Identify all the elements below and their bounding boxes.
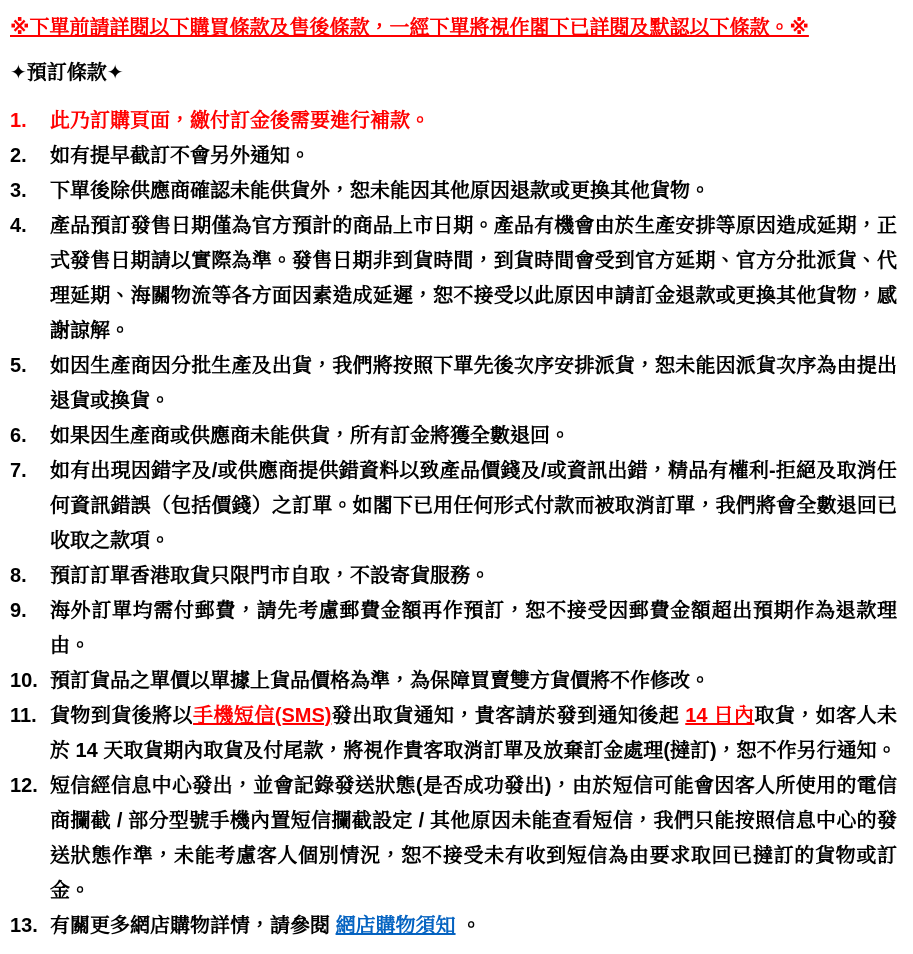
term-number: 11. — [10, 705, 37, 727]
term-text: 海外訂單均需付郵費，請先考慮郵費金額再作預訂，恕不接受因郵費金額超出預期作為退款理由。 — [50, 600, 897, 657]
term-number: 13. — [10, 915, 38, 937]
sms-notice-highlight: 手機短信(SMS) — [193, 705, 332, 727]
section-heading-preorder-terms: ✦預訂條款✦ — [10, 62, 124, 84]
term-item-8 — [10, 559, 897, 594]
term-text: 短信經信息中心發出，並會記錄發送狀態(是否成功發出)，由於短信可能會因客人所使用的電信商攔截 / 部分型號手機內置短信攔截設定 / 其他原因未能查看短信，我們只能按照信息中心的發送狀態作準，未能考慮客人個別情況，恕不接受未有收到短信為由要求取回已撻訂的貨物或訂金。 — [50, 775, 897, 902]
term-text — [50, 705, 897, 762]
term-item-11 — [10, 699, 897, 769]
store-shopping-notice-link[interactable]: 網店購物須知 — [335, 915, 456, 937]
term-number: 7. — [10, 460, 27, 482]
term-item-3 — [10, 174, 897, 209]
term-item-6 — [10, 419, 897, 454]
pickup-deadline-highlight: 14 日內 — [685, 705, 755, 727]
term-number: 10. — [10, 670, 38, 692]
term-text: 如因生產商因分批生產及出貨，我們將按照下單先後次序安排派貨，恕未能因派貨次序為由提出退貨或換貨。 — [50, 355, 897, 412]
term-number: 8. — [10, 565, 27, 587]
term-item-10 — [10, 664, 897, 699]
term-text-segment: 取貨，如客人未於 14 天取貨期內取貨及付尾款，將視作貴客取消訂單及放棄訂金處理(撻訂)，恕不作另行通知。 — [50, 705, 897, 762]
term-number: 6. — [10, 425, 27, 447]
term-text: 下單後除供應商確認未能供貨外，恕未能因其他原因退款或更換其他貨物。 — [50, 180, 710, 202]
term-text: 如有提早截訂不會另外通知。 — [50, 145, 310, 167]
term-text: 如有出現因錯字及/或供應商提供錯資料以致產品價錢及/或資訊出錯，精品有權利-拒絕及取消任何資訊錯誤（包括價錢）之訂單。如閣下已用任何形式付款而被取消訂單，我們將會全數退回已收取之款項。 — [50, 460, 897, 552]
term-number: 3. — [10, 180, 27, 202]
term-text: 預訂訂單香港取貨只限門市自取，不設寄貨服務。 — [50, 565, 490, 587]
term-item-9 — [10, 594, 897, 664]
term-number: 2. — [10, 145, 27, 167]
term-number: 5. — [10, 355, 27, 377]
term-text: 如果因生產商或供應商未能供貨，所有訂金將獲全數退回。 — [50, 425, 570, 447]
term-item-1 — [10, 104, 897, 139]
terms-list — [10, 104, 897, 944]
term-text — [50, 915, 481, 937]
term-item-4 — [10, 209, 897, 349]
term-item-5 — [10, 349, 897, 419]
term-text-segment: 發出取貨通知，貴客請於發到通知後起 — [331, 705, 686, 727]
term-text-segment: 有關更多網店購物詳情，請參閱 — [50, 915, 336, 937]
term-text-segment: 。 — [455, 915, 482, 937]
term-number: 1. — [10, 110, 27, 132]
page-title: ※下單前請詳閱以下購買條款及售後條款，一經下單將視作閣下已詳閱及默認以下條款。※ — [10, 17, 809, 39]
term-number: 9. — [10, 600, 27, 622]
term-item-13 — [10, 909, 897, 944]
term-item-12 — [10, 769, 897, 909]
term-number: 4. — [10, 215, 27, 237]
term-item-7 — [10, 454, 897, 559]
term-text: 產品預訂發售日期僅為官方預計的商品上市日期。產品有機會由於生產安排等原因造成延期，正式發售日期請以實際為準。發售日期非到貨時間，到貨時間會受到官方延期、官方分批派貨、代理延期、海關物流等各方面因素造成延遲，恕不接受以此原因申請訂金退款或更換其他貨物，感謝諒解。 — [50, 215, 897, 342]
term-text-segment: 貨物到貨後將以 — [50, 705, 194, 727]
term-item-2 — [10, 139, 897, 174]
term-number: 12. — [10, 775, 38, 797]
term-text: 預訂貨品之單價以單據上貨品價格為準，為保障買賣雙方貨價將不作修改。 — [50, 670, 710, 692]
term-text: 此乃訂購頁面，繳付訂金後需要進行補款。 — [50, 110, 430, 132]
